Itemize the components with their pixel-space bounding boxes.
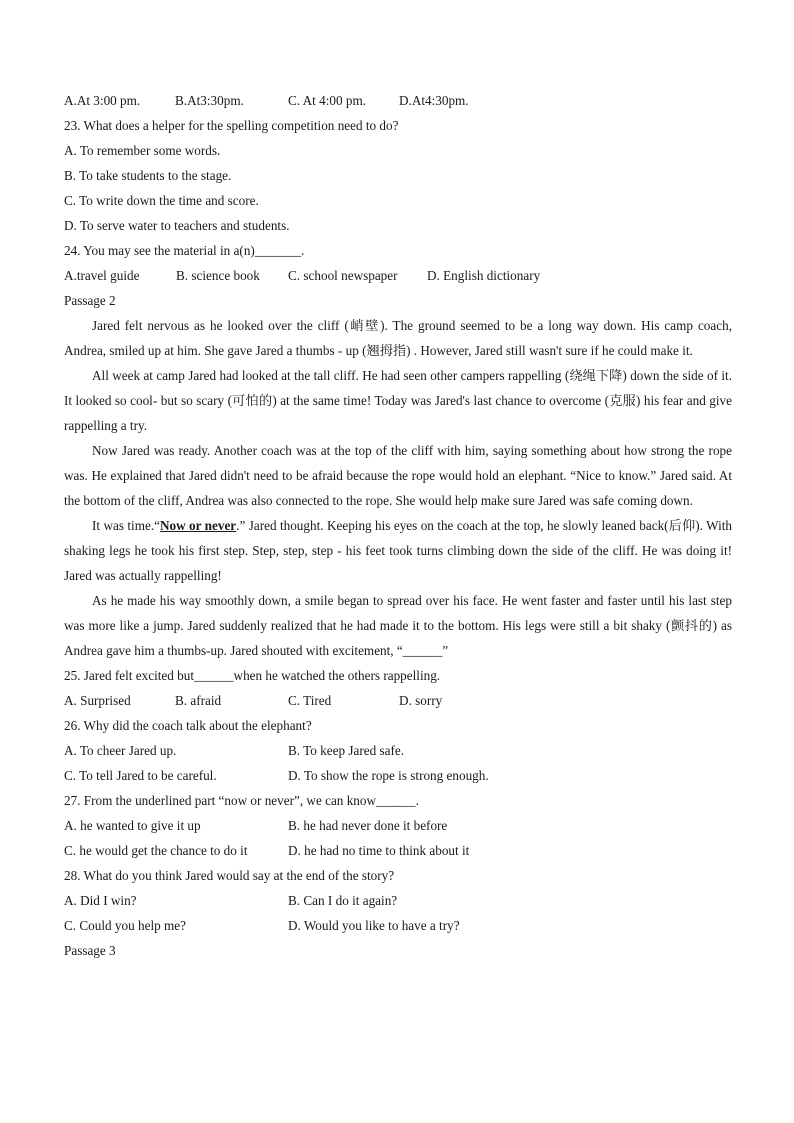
passage2-paragraph-3: Now Jared was ready. Another coach was at the top of the cliff with him, saying something about how strong the rope was. He explained that Jared didn't need to be afraid because the rope would hold an elephant. “Nice to know.” Jared said. At the bottom of the cliff, Andrea was also connected to the rope. She would help make sure Jared was safe coming down.: [64, 443, 732, 508]
q26-option-a: A. To cheer Jared up.: [64, 743, 177, 758]
q27-options-row-1: [64, 813, 732, 838]
q22-option-a: A.At 3:00 pm.: [64, 93, 141, 108]
passage2-paragraph-2: All week at camp Jared had looked at the tall cliff. He had seen other campers rappelling (绕绳下降) down the side of it. It looked so cool- but so scary (可怕的) at the same time! Today was Jared's last chance to overcome (克服) his fear and give rappelling a try.: [64, 368, 732, 433]
q22-option-c: C. At 4:00 pm.: [288, 93, 367, 108]
q24-option-c: C. school newspaper: [288, 268, 398, 283]
q28-options-row-1: [64, 888, 732, 913]
passage2-paragraph-5: As he made his way smoothly down, a smile began to spread over his face. He went faster and faster until his last step was more like a jump. Jared suddenly realized that he had made it to the bottom. His legs were still a bit shaky (颤抖的) as Andrea gave him a thumbs-up. Jared shouted with excitement, “______”: [64, 593, 732, 658]
q25-options: [64, 688, 732, 713]
q28-options-row-2: [64, 913, 732, 938]
q26-question: 26. Why did the coach talk about the elephant?: [64, 718, 312, 733]
passage3-heading: Passage 3: [64, 943, 116, 958]
exam-page: [64, 88, 732, 963]
q26-option-b: B. To keep Jared safe.: [288, 743, 405, 758]
passage2-paragraph-4: [64, 513, 732, 588]
underlined-now-or-never: Now or never: [159, 518, 237, 533]
q23-option-c: C. To write down the time and score.: [64, 193, 259, 208]
q24-option-d: D. English dictionary: [427, 268, 541, 283]
q23-option-a: A. To remember some words.: [64, 143, 221, 158]
q25-question: 25. Jared felt excited but______when he watched the others rappelling.: [64, 668, 441, 683]
q22-options: [64, 88, 732, 113]
q27-option-b: B. he had never done it before: [288, 818, 448, 833]
q23-option-b: B. To take students to the stage.: [64, 168, 232, 183]
q24-question: 24. You may see the material in a(n)_______.: [64, 243, 305, 258]
q27-question: 27. From the underlined part “now or never”, we can know______.: [64, 793, 419, 808]
q23-question: 23. What does a helper for the spelling competition need to do?: [64, 118, 399, 133]
q26-options-row-2: [64, 763, 732, 788]
q24-options: [64, 263, 732, 288]
q22-option-b: B.At3:30pm.: [175, 93, 244, 108]
q25-option-a: A. Surprised: [64, 693, 131, 708]
q26-option-c: C. To tell Jared to be careful.: [64, 768, 217, 783]
q28-option-b: B. Can I do it again?: [288, 893, 398, 908]
q25-option-b: B. afraid: [175, 693, 222, 708]
q25-option-d: D. sorry: [399, 693, 443, 708]
q24-option-b: B. science book: [176, 268, 260, 283]
q24-option-a: A.travel guide: [64, 268, 140, 283]
q28-option-a: A. Did I win?: [64, 893, 137, 908]
q27-option-c: C. he would get the chance to do it: [64, 843, 248, 858]
q27-option-a: A. he wanted to give it up: [64, 818, 201, 833]
passage2-heading: Passage 2: [64, 293, 116, 308]
q23-option-d: D. To serve water to teachers and students.: [64, 218, 290, 233]
q27-option-d: D. he had no time to think about it: [288, 843, 470, 858]
q28-option-d: D. Would you like to have a try?: [288, 918, 460, 933]
q26-option-d: D. To show the rope is strong enough.: [288, 768, 489, 783]
q25-option-c: C. Tired: [288, 693, 332, 708]
passage2-paragraph-1: Jared felt nervous as he looked over the cliff (峭壁). The ground seemed to be a long way down. His camp coach, Andrea, smiled up at him. She gave Jared a thumbs - up (翘拇指) . However, Jared still wasn't sure if he could make it.: [64, 318, 732, 358]
p4-rest: .” Jared thought. Keeping his eyes on the coach at the top, he slowly leaned back(后仰). With shaking legs he took his first step. Step, step, step - his feet took turns climbing down the side of the cliff. He was doing it! Jared was actually rappelling!: [64, 518, 732, 583]
q28-option-c: C. Could you help me?: [64, 918, 186, 933]
p4-lead: It was time.“: [92, 518, 160, 533]
q26-options-row-1: [64, 738, 732, 763]
q27-options-row-2: [64, 838, 732, 863]
q28-question: 28. What do you think Jared would say at the end of the story?: [64, 868, 395, 883]
q22-option-d: D.At4:30pm.: [399, 93, 469, 108]
